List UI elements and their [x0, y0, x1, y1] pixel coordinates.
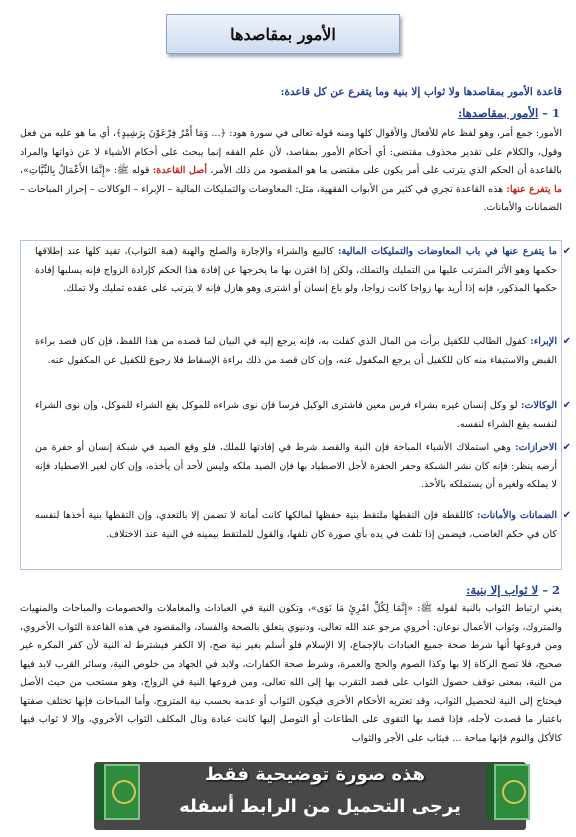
asl-text: قوله ﷺ: «إِنَّمَا الأَعْمَالُ بِالنِّيَّاتِ»،	[20, 165, 150, 176]
bullet-text: لو وكل إنسان غيره بشراء فرس معين فاشترى الوكيل فرسا فإن نوى شراءه للموكل يقع الشراء للموكل، وإن نوى الشراء لنفسه يقع الشراء لنفسه.	[35, 400, 557, 430]
list-item	[35, 507, 571, 544]
list-item	[35, 333, 571, 370]
bullet-text: كالبيع والشراء والإجارة والصلح والهبة (هبة الثواب)، تفيد كلها عند إطلاقها حكمها وهو الأثر المترتب عليها من التمليك والتملك، ولكن إذا اقترن بها ما يخرجها عن إفادة هذا الحكم كإرادة الزواج فإنه يسلبها إفادة حكمها المذكور، فإنه إذا أريد بها زواجا كانت زواجا، ولو باع إنسان أو اشترى وهو هازل فإنه لا يترتب على عقده تمليك ولا تملك.	[35, 246, 557, 294]
main-rule-heading: قاعدة الأمور بمقاصدها ولا ثواب إلا بنية وما يتفرع عن كل قاعدة:	[280, 86, 562, 98]
tafarra-text: هذه القاعدة تجري في كثير من الأبواب الفقهية، مثل: المعاوضات والتمليكات المالية – الإبراء – الوكالات – إحراز المباحات – الضمانات والأمانات.	[20, 183, 562, 213]
check-icon: ✔	[562, 246, 571, 257]
section1-number: 1 –	[542, 106, 560, 120]
section2-text: يعني ارتباط الثواب بالنية لقوله ﷺ: «إِنَّمَا لِكُلِّ امْرِئٍ مَا نَوَى»، وتكون النية في العبادات والمعاملات والخصومات والمباحات والمنهيات والمتروك، وثواب الأعمال نوعان: أخروي مرجو عند الله تعالى، ودنيوي يتعلق بالصحة والفساد، والمقصود في هذه القاعدة الثواب الأخروي، ومن فروعها أنها شرط صحة جميع العبادات بالإجماع، إلا الإسلام فلو أسلم بغير نية صح، إلا الكفر فيشترط له النية لأن كفر المكره غير صحيح، فلا تصح الزكاة إلا بها وكذا الصوم والحج والعمرة، وشرط صحة الكفارات، ولابد في الجهاد من خلوص النية، وسائر القرب لابد فيها من النية، بمعنى توقف حصول الثواب على قصد التقرب بها إلى الله تعالى، ومن فروعها النية في الزواج، وهو مستحب من حيث الأصل فيحتاج إلى النية لتحصيل الثواب، وقد تعتريه الأحكام الأخرى فيكون الثواب أو عدمه بحسب نية المتزوج، وأما المباحات فإنها تختلف صفتها باعتبار ما قصدت لأجله، فإذا قصد بها التقوى على الطاعات أو التوصل إليها كانت عبادة ونال المكلف الثواب الأخروي، وإلا لا ثواب فيها كالأكل والنوم فإنها مباحة ... فيثاب على الأجر والثواب	[20, 603, 562, 744]
check-icon: ✔	[562, 510, 571, 521]
branches-list	[20, 240, 571, 570]
bullet-label: الاحرازات:	[515, 442, 557, 453]
bullet-label: الإبراء:	[530, 336, 557, 347]
section2-number: 2 –	[542, 583, 560, 597]
section2-title: لا ثواب إلا بنية:	[466, 583, 539, 597]
bullet-text: كفول الطالب للكفيل برأت من المال الذي كفلت به، فإنه يرجع إليه في البيان لما قصده من هذا اللفظ، فإن كان قصد براءة القبض والاستيفاء منه كان للكفيل أن يرجع المكفول عنه، وإن كان قصد من ذلك براءة الإسقاط فلا رجوع للكفيل عن المكفول عنه.	[35, 336, 557, 366]
banner-notice: هذه صورة توضيحية فقط	[204, 764, 425, 785]
list-item	[35, 397, 571, 434]
section1-definition: الأمور: جمع أمر، وهو لفظ عام للأفعال والأقوال كلها ومنه قوله تعالى في سورة هود: ﴿... وَمَا أَمْرُ فِرْعَوْنَ بِرَشِيدٍ﴾، أي ما هو عليه من فعل وقول، والكلام على تقدير محذوف مقتضى: أي أحكام الأمور بمقاصد، لأن علم الفقه إنما يبحث على أحكام الأشياء لا عن ذواتها والمراد بالقاعدة أن الحكم الذي يترتب على أمر يكون على مقتضى ما هو المقصود من ذلك الأمر،	[20, 128, 562, 176]
book-icon	[486, 764, 530, 820]
section1-heading	[458, 106, 560, 120]
check-icon: ✔	[562, 442, 571, 453]
section2-heading	[466, 583, 560, 597]
section2-paragraph	[20, 600, 562, 748]
check-icon: ✔	[562, 336, 571, 347]
bullet-text: كاللقطة فإن التقطها ملتقط بنية حفظها لمالكها كانت أمانة لا تضمن إلا بالتعدي، وإن التقطها بنية أخذها لنفسه كان في حكم الغاصب، فيضمن إذا تلفت في يده بأي صورة كان تلفها، والقول للملتقط بيمينه في النية عند الاختلاف.	[35, 510, 557, 540]
bullet-label: الوكالات:	[520, 400, 557, 411]
asl-label: أصل القاعدة:	[152, 165, 208, 176]
section1-paragraph	[20, 125, 562, 218]
book-icon	[96, 764, 140, 820]
banner-download-note: يرجى التحميل من الرابط أسفله	[179, 796, 461, 817]
page-title: الأمور بمقاصدها	[166, 14, 400, 54]
list-item	[35, 439, 571, 495]
bullet-label: ما يتفرع عنها في باب المعاوضات والتمليكات المالية:	[338, 246, 557, 257]
bullet-text: وهي استملاك الأشياء المباحة فإن النية والقصد شرط في إفادتها للملك، فلو وقع الصيد في شبكة إنسان أو حفرة من أرضه ينظر: فإنه كان نشر الشبكة وحفر الحفرة لأجل الاصطياد بها فإن الصيد ملكه وليس لأحد أن يأخذه، وإن كان لغير الاصطياد فإنه لا يملكه ولغيره أن يستملكه بالأخذ.	[35, 442, 557, 490]
section1-title: الأمور بمقاصدها:	[458, 106, 539, 120]
check-icon: ✔	[562, 400, 571, 411]
tafarra-label: ما يتفرع عنها:	[506, 183, 563, 195]
list-item	[35, 243, 571, 299]
bullet-label: الضمانات والأمانات:	[477, 510, 557, 521]
